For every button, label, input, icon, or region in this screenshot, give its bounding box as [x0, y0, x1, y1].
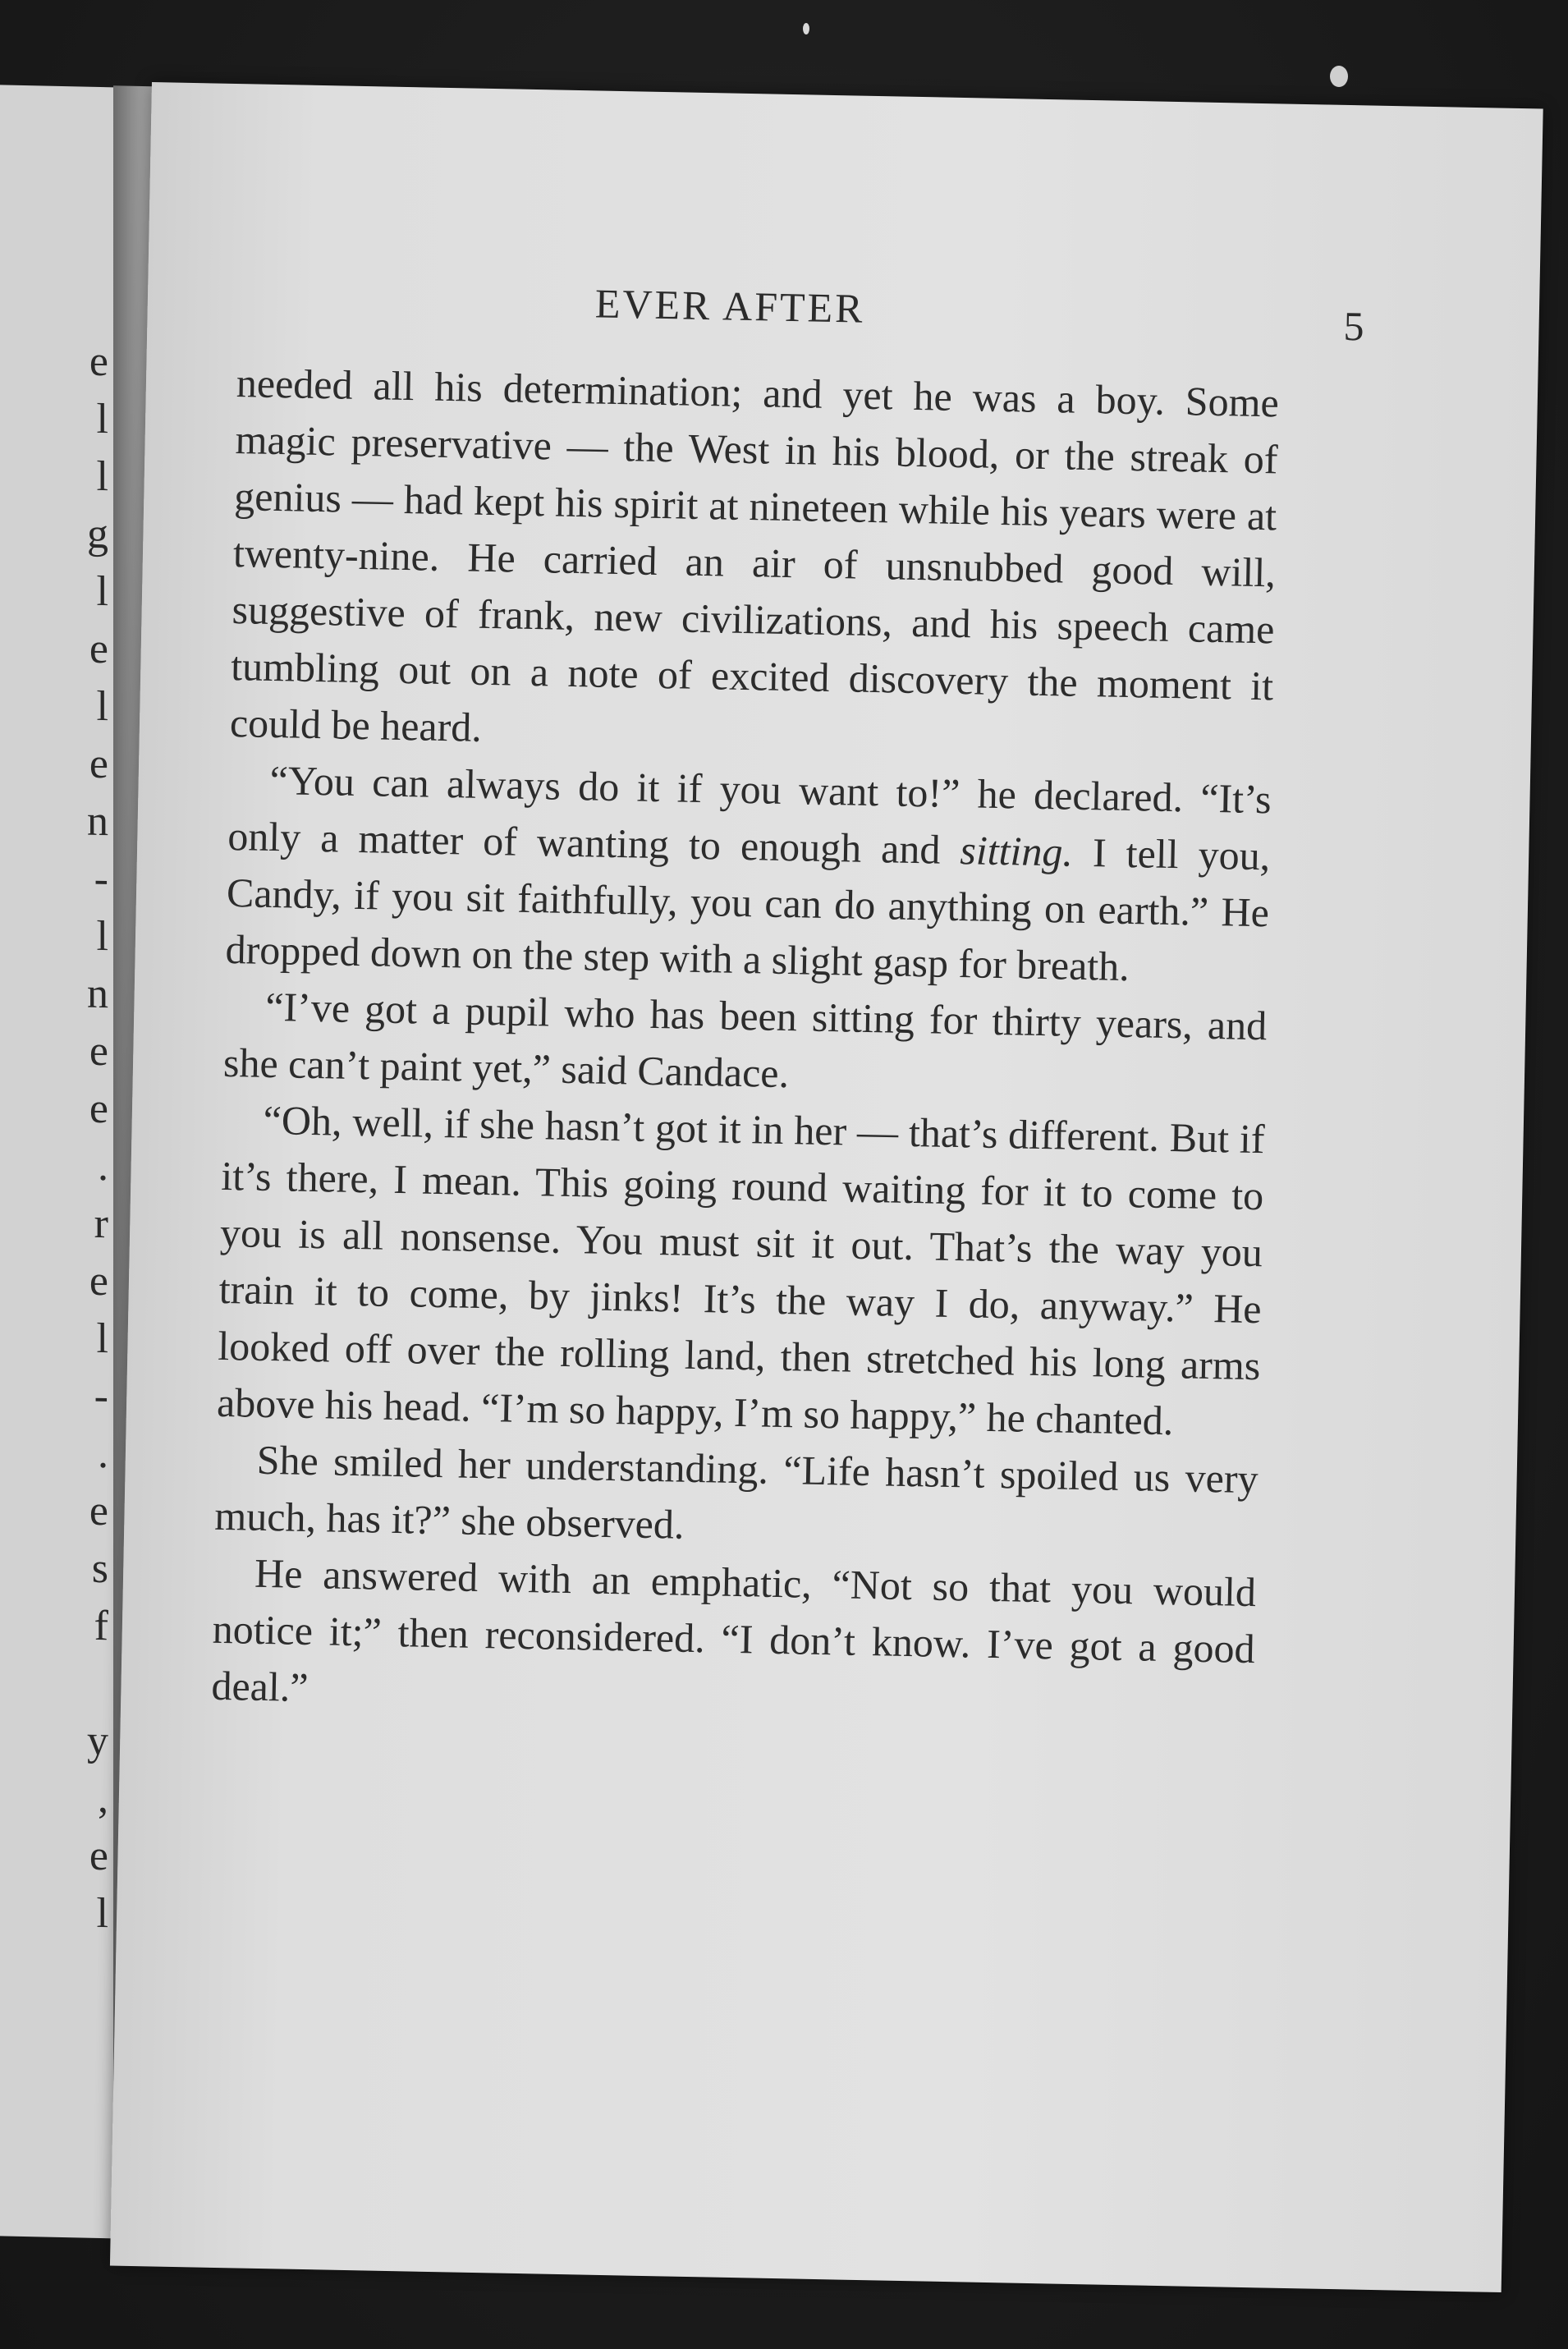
edge-glyph: .: [98, 1429, 108, 1478]
edge-glyph: l: [96, 452, 108, 501]
page-body: [211, 355, 1280, 1734]
dust-speck: [1330, 66, 1348, 87]
running-title: EVER AFTER: [594, 280, 866, 332]
italic-word: sitting.: [959, 827, 1074, 875]
page-header: [149, 271, 1540, 350]
edge-glyph: r: [94, 1200, 108, 1248]
edge-glyph: s: [91, 1544, 108, 1593]
paragraph: needed all his determination; and yet he was a boy. Some magic preservative — the West in his blood, or the streak of genius — had kept his spirit at nineteen while his years were at twenty-nine. He carried an air of unsnubbed good will, suggestive of frank, new civilizations, and his speech came tumbling out on a note of excited discovery the moment it could be heard.: [229, 360, 1280, 750]
edge-glyph: e: [89, 1487, 108, 1535]
edge-glyph: e: [89, 1257, 108, 1305]
edge-glyph: l: [96, 395, 108, 443]
paragraph-text: “You can always do it if you want to!” he declared. “It’s only a matter of wanting to enough and: [227, 756, 1272, 874]
edge-glyph: e: [89, 1027, 108, 1076]
edge-glyph: n: [87, 797, 108, 846]
left-page-glyphs: [59, 333, 108, 1943]
edge-glyph: e: [89, 625, 108, 673]
dust-speck: [803, 23, 809, 34]
paragraph: She smiled her understanding. “Life hasn’t spoiled us very much, has it?” she observed.: [213, 1436, 1259, 1548]
edge-glyph: ,: [98, 1774, 108, 1823]
edge-glyph: .: [98, 1142, 108, 1191]
edge-glyph: l: [96, 1889, 108, 1938]
edge-glyph: -: [94, 855, 108, 903]
edge-glyph: [59, 1654, 108, 1713]
paragraph: “I’ve got a pupil who has been sitting for thirty years, and she can’t paint yet,” said Candace.: [222, 983, 1268, 1097]
edge-glyph: l: [96, 682, 108, 731]
edge-glyph: f: [94, 1602, 108, 1650]
left-page-edge: [0, 85, 123, 2238]
edge-glyph: e: [89, 1085, 108, 1133]
edge-glyph: e: [89, 1832, 108, 1880]
paragraph: He answered with an emphatic, “Not so that you would notice it;” then reconsidered. “I don’t know. I’ve got a good deal.”: [210, 1549, 1257, 1711]
paragraph: [225, 751, 1272, 998]
edge-glyph: l: [96, 567, 108, 616]
edge-glyph: e: [89, 740, 108, 788]
paragraph-text: I tell you, Candy, if you sit faithfully, you can do anything on earth.” He dropped down on the step with a slight gasp for breath.: [225, 828, 1271, 990]
edge-glyph: y: [87, 1717, 108, 1765]
page-number: 5: [1343, 302, 1368, 350]
book-page: [110, 82, 1543, 2292]
edge-glyph: l: [96, 1314, 108, 1363]
paragraph: “Oh, well, if she hasn’t got it in her — that’s different. But if it’s there, I mean. This going round waiting for it to come to you is all nonsense. You must sit it out. That’s the way you train it to come, by jinks! It’s the way I do, anyway.” He looked off over the rolling land, then stretched his long arms above his head. “I’m so happy, I’m so happy,” he chanted.: [216, 1096, 1266, 1444]
edge-glyph: n: [87, 970, 108, 1018]
edge-glyph: e: [89, 337, 108, 386]
edge-glyph: -: [94, 1372, 108, 1420]
edge-glyph: l: [96, 912, 108, 961]
edge-glyph: g: [87, 510, 108, 558]
